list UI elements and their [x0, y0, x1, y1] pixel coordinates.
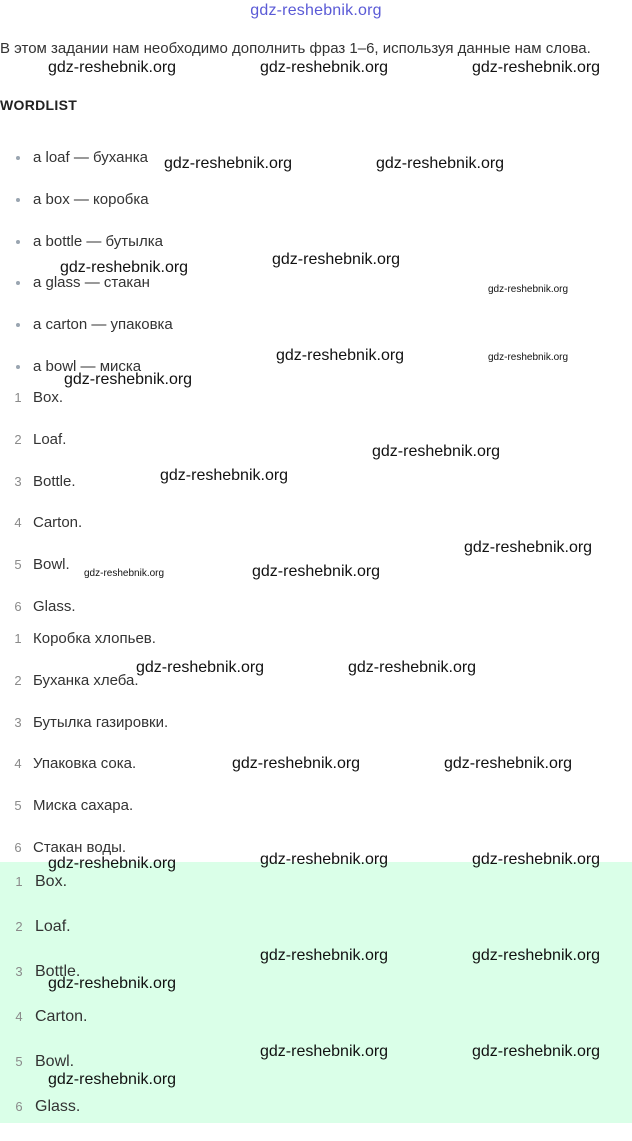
item-number: 1 — [14, 631, 22, 646]
item-number: 5 — [15, 1054, 23, 1069]
wordlist-item: a bowl — миска — [33, 357, 142, 375]
watermark: gdz-reshebnik.org — [260, 851, 389, 868]
item-number: 6 — [15, 1099, 23, 1114]
bullet-icon — [16, 281, 20, 285]
watermark: gdz-reshebnik.org — [488, 284, 569, 295]
wordlist-item: a glass — стакан — [33, 274, 150, 292]
watermark: gdz-reshebnik.org — [348, 659, 477, 676]
answer-text: Carton. — [33, 514, 83, 532]
item-number: 6 — [14, 839, 22, 855]
watermark: gdz-reshebnik.org — [276, 347, 405, 364]
item-number: 2 — [14, 672, 22, 688]
bullet-icon — [16, 365, 20, 369]
watermark: gdz-reshebnik.org — [272, 251, 401, 268]
watermark: gdz-reshebnik.org — [48, 1071, 177, 1088]
answer-text: Стакан воды. — [33, 838, 127, 856]
answer-text: Glass. — [35, 1098, 81, 1115]
bullet-icon — [16, 240, 20, 244]
wordlist-item: a carton — упаковка — [33, 316, 173, 334]
watermark: gdz-reshebnik.org — [136, 659, 265, 676]
watermark: gdz-reshebnik.org — [260, 947, 389, 964]
item-number: 5 — [14, 798, 22, 814]
watermark: gdz-reshebnik.org — [252, 563, 381, 580]
answer-text: Упаковка сока. — [33, 755, 137, 773]
watermark: gdz-reshebnik.org — [444, 755, 573, 772]
answer-box — [0, 862, 632, 1123]
bullet-icon — [16, 323, 20, 327]
watermark: gdz-reshebnik.org — [64, 371, 193, 388]
watermark: gdz-reshebnik.org — [164, 155, 293, 172]
wordlist-item: a box — коробка — [33, 190, 149, 208]
watermark: gdz-reshebnik.org — [84, 568, 165, 579]
answer-text: Box. — [33, 389, 64, 406]
watermark: gdz-reshebnik.org — [376, 155, 505, 172]
watermark: gdz-reshebnik.org — [48, 59, 177, 76]
watermark: gdz-reshebnik.org — [472, 59, 601, 76]
watermark: gdz-reshebnik.org — [60, 259, 189, 276]
answer-text: Bowl. — [35, 1053, 75, 1070]
wordlist-item: a loaf — буханка — [33, 149, 148, 166]
item-number: 2 — [14, 431, 22, 447]
watermark: gdz-reshebnik.org — [48, 855, 177, 872]
watermark: gdz-reshebnik.org — [48, 975, 177, 992]
bullet-icon — [16, 198, 20, 202]
watermark: gdz-reshebnik.org — [488, 352, 569, 363]
item-number: 1 — [15, 874, 23, 889]
watermark: gdz-reshebnik.org — [472, 1043, 601, 1060]
answer-text: Bottle. — [35, 963, 81, 980]
answer-text: Бутылка газировки. — [33, 713, 169, 731]
watermark: gdz-reshebnik.org — [232, 755, 361, 772]
item-number: 4 — [14, 515, 22, 531]
item-number: 6 — [14, 598, 22, 614]
answer-text: Буханка хлеба. — [33, 671, 139, 689]
wordlist-item: a bottle — бутылка — [33, 232, 163, 250]
watermark: gdz-reshebnik.org — [472, 851, 601, 868]
item-number: 3 — [14, 714, 22, 730]
answer-text: Коробка хлопьев. — [33, 630, 156, 647]
answer-text: Loaf. — [33, 430, 67, 448]
answer-text: Glass. — [33, 597, 76, 615]
answer-text: Loaf. — [35, 918, 71, 935]
header-watermark: gdz-reshebnik.org — [250, 2, 382, 19]
watermark: gdz-reshebnik.org — [160, 467, 289, 484]
watermark: gdz-reshebnik.org — [260, 1043, 389, 1060]
item-number: 2 — [15, 919, 23, 934]
item-number: 4 — [15, 1009, 23, 1024]
watermark: gdz-reshebnik.org — [472, 947, 601, 964]
wordlist-title: WORDLIST — [0, 97, 78, 113]
answer-text: Bowl. — [33, 556, 70, 574]
answer-text: Миска сахара. — [33, 797, 134, 815]
answer-text: Bottle. — [33, 472, 76, 490]
answer-text: Box. — [35, 873, 68, 890]
answer-text: Carton. — [35, 1008, 88, 1025]
watermark: gdz-reshebnik.org — [372, 443, 501, 460]
item-number: 4 — [14, 756, 22, 772]
item-number: 1 — [14, 390, 22, 405]
item-number: 3 — [14, 473, 22, 489]
item-number: 3 — [15, 964, 23, 979]
item-number: 5 — [14, 557, 22, 573]
intro-text: В этом задании нам необходимо дополнить фраз 1–6, используя данные нам слова. — [0, 40, 591, 57]
watermark: gdz-reshebnik.org — [260, 59, 389, 76]
bullet-icon — [16, 156, 20, 160]
watermark: gdz-reshebnik.org — [464, 539, 593, 556]
